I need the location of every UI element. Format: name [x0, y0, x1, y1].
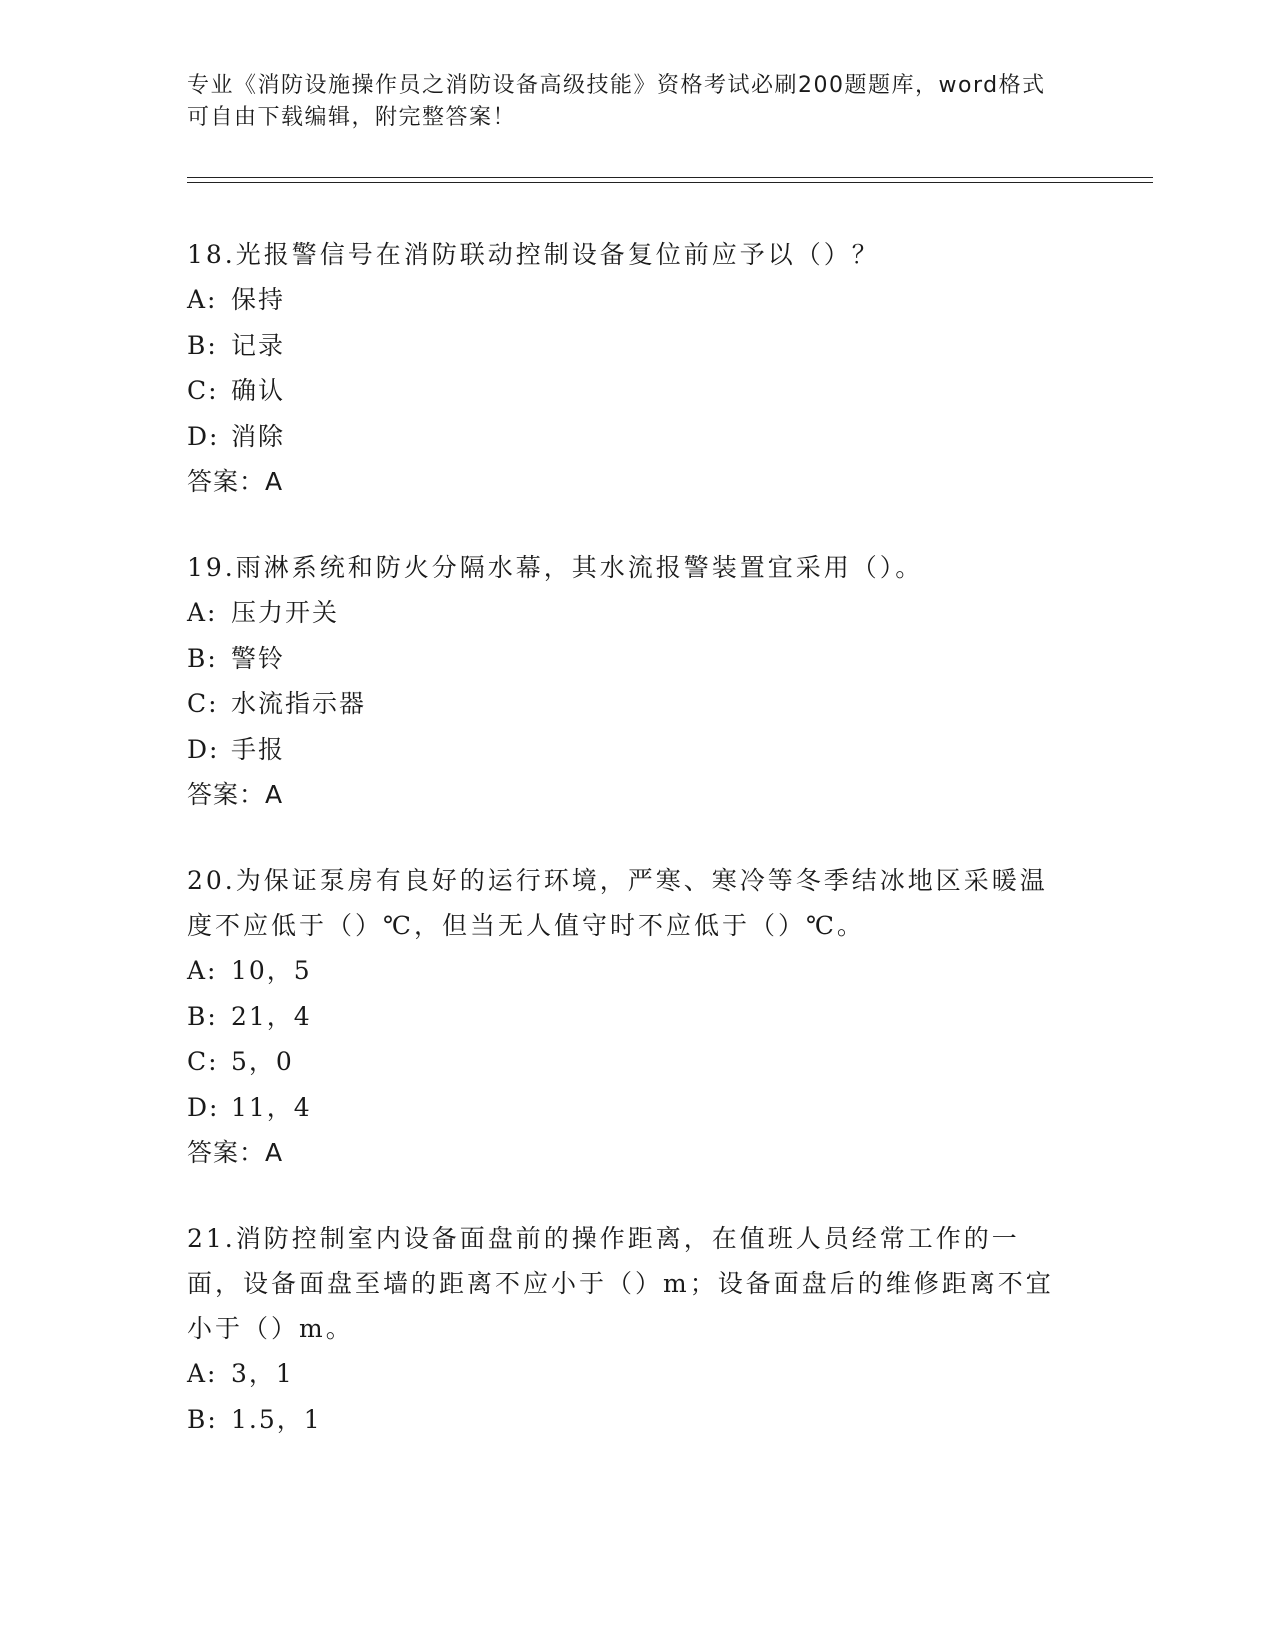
- option-c: [187, 681, 1067, 727]
- option-c: [187, 1039, 1067, 1085]
- option-d: [187, 727, 1067, 773]
- option-letter: A:: [187, 598, 218, 627]
- question-stem: 18.光报警信号在消防联动控制设备复位前应予以（）？: [187, 240, 880, 269]
- option-text: 5，0: [231, 1047, 294, 1076]
- answer-line: 答案：A: [187, 780, 284, 809]
- option-text: 11，4: [231, 1092, 312, 1122]
- option-a: [187, 277, 1067, 323]
- option-letter: C:: [187, 376, 219, 405]
- option-letter: A:: [187, 956, 218, 985]
- question-21: [187, 1216, 1067, 1442]
- option-letter: D:: [187, 421, 220, 451]
- option-text: 10，5: [231, 956, 312, 985]
- question-20: [187, 858, 1067, 1175]
- option-b: [187, 636, 1067, 682]
- option-text: 警铃: [231, 643, 286, 673]
- option-letter: B:: [187, 643, 218, 673]
- option-letter: B:: [187, 1404, 218, 1434]
- option-letter: A:: [187, 1359, 218, 1388]
- option-letter: B:: [187, 330, 218, 360]
- option-d: [187, 414, 1067, 460]
- header-divider-top: [187, 177, 1153, 178]
- option-letter: C:: [187, 1047, 219, 1076]
- header-divider-bottom: [187, 182, 1153, 183]
- document-header: 专业《消防设施操作员之消防设备高级技能》资格考试必刷200题题库，word格式可自由下载编辑，附完整答案！: [187, 73, 1046, 130]
- answer-line: 答案：A: [187, 467, 284, 496]
- option-b: [187, 994, 1067, 1040]
- option-text: 压力开关: [231, 598, 340, 627]
- option-text: 水流指示器: [231, 689, 367, 718]
- question-list: [187, 232, 1067, 1483]
- option-text: 21，4: [231, 1001, 312, 1031]
- option-c: [187, 368, 1067, 414]
- option-text: 1.5，1: [231, 1404, 322, 1434]
- question-18: [187, 232, 1067, 504]
- question-stem: 21.消防控制室内设备面盘前的操作距离，在值班人员经常工作的一面，设备面盘至墙的距离不应小于（）m；设备面盘后的维修距离不宜小于（）m。: [187, 1224, 1054, 1343]
- option-text: 保持: [231, 285, 286, 314]
- question-19: [187, 545, 1067, 817]
- option-letter: D:: [187, 1092, 220, 1122]
- option-letter: B:: [187, 1001, 218, 1031]
- option-a: [187, 1351, 1067, 1397]
- option-text: 消除: [231, 421, 286, 451]
- option-d: [187, 1085, 1067, 1131]
- question-stem: 19.雨淋系统和防火分隔水幕，其水流报警装置宜采用（）。: [187, 553, 924, 582]
- option-text: 3，1: [231, 1359, 294, 1388]
- option-letter: A:: [187, 285, 218, 314]
- option-letter: C:: [187, 689, 219, 718]
- option-letter: D:: [187, 734, 220, 764]
- option-a: [187, 948, 1067, 994]
- option-text: 记录: [231, 330, 286, 360]
- option-text: 手报: [231, 734, 286, 764]
- answer-line: 答案：A: [187, 1138, 284, 1167]
- question-stem: 20.为保证泵房有良好的运行环境，严寒、寒冷等冬季结冰地区采暖温度不应低于（）℃，但当无人值守时不应低于（）℃。: [187, 866, 1048, 940]
- option-text: 确认: [231, 376, 286, 405]
- option-b: [187, 1397, 1067, 1443]
- option-a: [187, 590, 1067, 636]
- option-b: [187, 323, 1067, 369]
